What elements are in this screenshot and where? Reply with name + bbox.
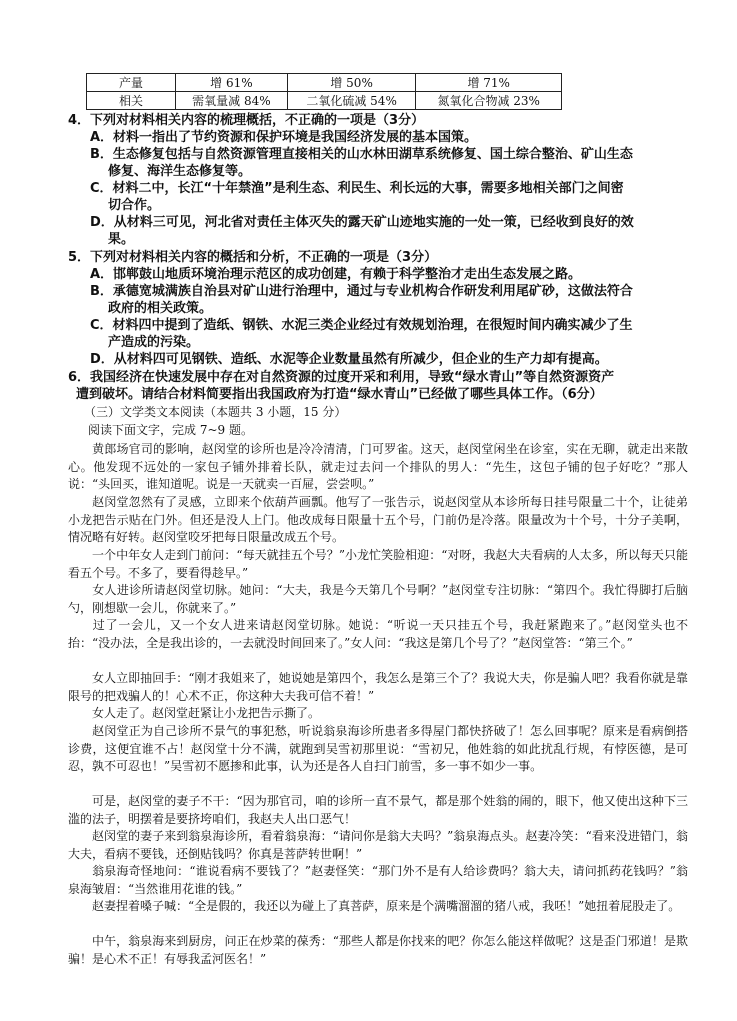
q4-option-a: A．材料一指出了节约资源和保护环境是我国经济发展的基本国策。 xyxy=(90,130,478,145)
story-paragraph: 黄郎场官司的影响，赵闵堂的诊所也是冷冷清清，门可罗雀。这天，赵闵堂闲坐在诊室，实在无聊，就走出来散心。他发现不远处的一家包子铺外排着长队，就走过去问一个排队的男人：“先生，这包子铺的包子好吃？”那人说：“头回买，谁知道呢。说是一天就卖一百屉，尝尝呗。” xyxy=(68,442,688,491)
table-cell: 增 50% xyxy=(287,74,416,92)
q4-option-c-line2: 切合作。 xyxy=(108,198,161,213)
q4-option-b-line1: B．生态修复包括与自然资源管理直接相关的山水林田湖草系统修复、国土综合整治、矿山生态 xyxy=(90,147,633,162)
q4-option-d-line2: 果。 xyxy=(108,232,135,247)
q5-option-b-line2: 政府的相关政策。 xyxy=(108,301,213,316)
story-paragraph: 女人立即抽回手：“刚才我姐来了，她说她是第四个，我怎么是第三个了？我说大夫，你是骗人吧？我看你就是靠限号的把戏骗人的！心术不正，你这种大夫我可信不着！” xyxy=(68,671,688,703)
q6-line2: 遭到破坏。请结合材料简要指出我国政府为打造“绿水青山”已经做了哪些具体工作。（6分） xyxy=(76,387,603,402)
table-cell: 增 61% xyxy=(176,74,288,92)
q5-option-c-line2: 产造成的污染。 xyxy=(108,335,200,350)
q4-option-d-line1: D．从材料三可见，河北省对责任主体灭失的露天矿山迹地实施的一处一策，已经收到良好的效 xyxy=(90,215,634,230)
story-paragraph: 女人进诊所请赵闵堂切脉。她问：“大夫，我是今天第几个号啊？”赵闵堂专注切脉：“第四个。我忙得脚打后脑勺，刚想歇一会儿，你就来了。” xyxy=(68,583,688,615)
story-paragraph: 赵闵堂正为自己诊所不景气的事犯愁，听说翁泉海诊所患者多得屋门都快挤破了！怎么回事呢？原来是看病倒搭诊费，这便宜谁不占！赵闵堂十分不满，就跑到吴雪初那里说：“雪初兄，他姓翁的如此扰乱行规，有悖医德，是可忍，孰不可忍也！”吴雪初不愿掺和此事，认为还是各人自扫门前雪，多一事不如少一事。 xyxy=(68,724,688,773)
q5-option-c-line1: C．材料四中提到了造纸、钢铁、水泥三类企业经过有效规划治理，在很短时间内确实减少了生 xyxy=(90,318,633,333)
q5-option-d: D．从材料四可见钢铁、造纸、水泥等企业数量虽然有所减少，但企业的生产力却有提高。 xyxy=(90,352,608,367)
q6-line1: 6．我国经济在快速发展中存在对自然资源的过度开采和利用，导致“绿水青山”等自然资源资产 xyxy=(68,370,615,385)
q5-option-b-line1: B．承德宽城满族自治县对矿山进行治理中，通过与专业机构合作研发利用尾矿砂，这做法符合 xyxy=(90,284,633,299)
story-paragraph: 过了一会儿，又一个女人进来请赵闵堂切脉。她说：“听说一天只挂五个号，我赶紧跑来了。”赵闵堂头也不抬：“没办法，全是我出诊的，一去就没时间回来了。”女人问：“我这是第几个号了？”赵闵堂答：“第三个。” xyxy=(68,618,688,650)
story-paragraph: 一个中年女人走到门前问：“每天就挂五个号？”小龙忙笑脸相迎：“对呀，我赵大夫看病的人太多，所以每天只能看五个号。不多了，要看得趁早。” xyxy=(68,548,688,580)
table-cell: 增 71% xyxy=(416,74,562,92)
story-paragraph: 赵闵堂的妻子来到翁泉海诊所，看着翁泉海：“请问你是翁大夫吗？”翁泉海点头。赵妻冷笑：“看来没进错门，翁大夫，看病不要钱，还倒贴钱吗？你真是菩萨转世啊！” xyxy=(68,829,688,861)
table-cell: 氮氧化合物减 23% xyxy=(416,92,562,110)
story-paragraph: 赵闵堂忽然有了灵感，立即来个依葫芦画瓢。他写了一张告示，说赵闵堂从本诊所每日挂号限量二十个，让徒弟小龙把告示贴在门外。但还是没人上门。他改成每日限量十五个号，门前仍是冷落。限量改为十个号，十分子美啊，情况略有好转。赵闵堂咬牙把每日限量改成五个号。 xyxy=(68,495,688,544)
table-cell: 需氧量减 84% xyxy=(176,92,288,110)
table-cell: 产量 xyxy=(87,74,176,92)
table-cell: 二氧化硫减 54% xyxy=(287,92,416,110)
reading-instruction: 阅读下面文字，完成 7~9 题。 xyxy=(88,423,253,437)
q4-option-b-line2: 修复、海洋生态修复等。 xyxy=(108,164,252,179)
section-header: （三）文学类文本阅读（本题共 3 小题，15 分） xyxy=(84,405,347,419)
story-paragraph: 女人走了。赵闵堂赶紧让小龙把告示撕了。 xyxy=(92,706,321,720)
q5-option-a: A．邯郸鼓山地质环境治理示范区的成功创建，有赖于科学整治才走出生态发展之路。 xyxy=(90,267,582,282)
story-paragraph: 赵妻捏着嗓子喊：“全是假的，我还以为碰上了真菩萨，原来是个满嘴溜溜的猪八戒，我呸！”她扭着屁股走了。 xyxy=(92,899,681,913)
story-paragraph: 翁泉海奇怪地问：“谁说看病不要钱了？”赵妻怪笑：“那门外不是有人给诊费吗？翁大夫，请问抓药花钱吗？”翁泉海皱眉：“当然谁用花谁的钱。” xyxy=(68,864,688,896)
data-table xyxy=(86,73,562,110)
story-paragraph: 中午，翁泉海来到厨房，问正在炒菜的葆秀：“那些人都是你找来的吧？你怎么能这样做呢？这是歪门邪道！是欺骗！是心术不正！有辱我孟河医名！” xyxy=(68,934,688,966)
table-row xyxy=(87,92,562,110)
table-cell: 相关 xyxy=(87,92,176,110)
table-row xyxy=(87,74,562,92)
story-paragraph: 可是，赵闵堂的妻子不干：“因为那官司，咱的诊所一直不景气，都是那个姓翁的闹的，眼下，他又使出这种下三滥的法子，明摆着是要挤垮咱们，我赵夫人出口恶气！ xyxy=(68,794,688,826)
q5-stem: 5．下列对材料相关内容的概括和分析，不正确的一项是（3分） xyxy=(68,250,438,265)
q4-option-c-line1: C．材料二中，长江“十年禁渔”是利生态、利民生、利长远的大事，需要多地相关部门之间密 xyxy=(90,181,624,196)
q4-stem: 4．下列对材料相关内容的梳理概括，不正确的一项是（3分） xyxy=(68,113,425,128)
